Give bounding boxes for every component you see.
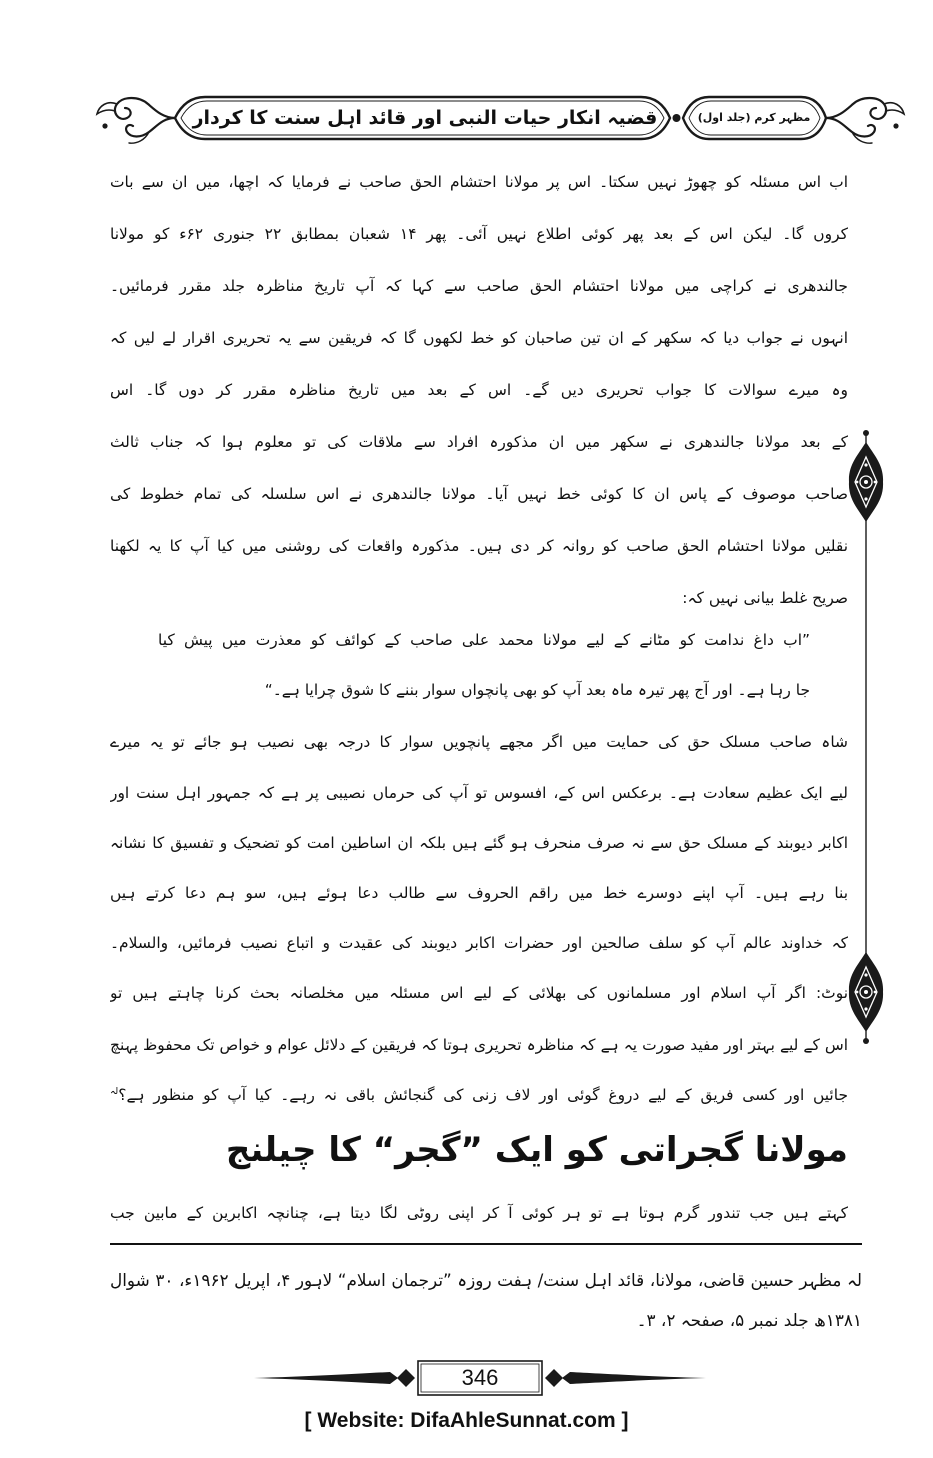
section-heading: مولانا گجراتی کو ایک ”گجر“ کا چیلنج xyxy=(225,1130,848,1170)
paragraph-1-line: صاحب موصوف کے پاس ان کا کوئی خط نہیں آیا۔ مولانا جالندھری نے اس سلسلہ کی تمام خطوط کی xyxy=(110,485,848,503)
paragraph-2-line: لیے ایک عظیم سعادت ہے۔ برعکس اس کے، افسوس تو آپ کی حرماں نصیبی پر ہے کہ جمہور اہل سنت اور xyxy=(110,784,848,802)
margin-ornament xyxy=(846,425,886,1045)
margin-medallion-top xyxy=(849,430,883,522)
paragraph-1-line: اب اس مسئلہ کو چھوڑ نہیں سکتا۔ اس پر مولانا احتشام الحق صاحب نے فرمایا کہ اچھا، میں ان سے بات xyxy=(110,173,848,191)
paragraph-1-line: جالندھری نے کراچی میں مولانا احتشام الحق صاحب سے کہا کہ آپ تاریخ مناظرہ جلد مقرر فرمائیں۔ xyxy=(110,277,848,295)
paragraph-1-line: کے بعد مولانا جالندھری نے سکھر میں ان مذکورہ افراد سے ملاقات کی تو معلوم ہوا کہ جناب ثالث xyxy=(110,433,848,451)
website-footer: [ Website: DifaAhleSunnat.com ] xyxy=(304,1409,629,1432)
cartouche-knot xyxy=(673,114,681,122)
paragraph-2-line: شاہ صاحب مسلک حق کی حمایت میں اگر مجھے پانچویں سوار کا درجہ بھی نصیب ہو جائے تو یہ میرے xyxy=(110,733,848,751)
footnote-line xyxy=(110,1260,862,1300)
paragraph-1-line: صریح غلط بیانی نہیں کہ: xyxy=(682,589,848,607)
page-number: 346 xyxy=(461,1365,499,1390)
volume-label: مظہر کرم (جلد اول) xyxy=(697,111,811,124)
right-scroll-ornament xyxy=(826,98,904,143)
footnote-marker: لہ xyxy=(847,1270,862,1290)
note-line: نوٹ: اگر آپ اسلام اور مسلمانوں کی بھلائی کے لیے اس مسئلہ میں مخلصانہ بحث کرنا چاہتے ہیں تو xyxy=(110,984,848,1002)
running-title: قضیہ انکار حیات النبی اور قائد اہل سنت کا کردار xyxy=(192,107,658,129)
note-line: اس کے لیے بہتر اور مفید صورت یہ ہے کہ مناظرہ تحریری ہوتا کہ فریقین کے دلائل عوام و خواص تک محفوظ پہنچ xyxy=(110,1036,848,1054)
quote-line: جا رہا ہے۔ اور آج پھر تیرہ ماہ بعد آپ کو بھی پانچواں سوار بننے کا شوق چرایا ہے۔“ xyxy=(264,681,810,699)
paragraph-2-line: کہ خداوند عالم آپ کو سلف صالحین اور حضرات اکابر دیوبند کی عقیدت و اتباع نصیب فرمائیں، والسلام۔ xyxy=(110,934,848,952)
left-scroll-ornament xyxy=(97,98,175,143)
paragraph-1-line: انہوں نے جواب دیا کہ سکھر کے ان تین صاحبان کو خط لکھوں گا کہ فریقین سے یہ تحریری اقرار لے لیں کہ xyxy=(110,329,848,347)
right-spindle xyxy=(545,1369,706,1387)
paragraph-2-line: بنا رہے ہیں۔ آپ اپنے دوسرے خط میں راقم الحروف سے طالب دعا ہوئے ہیں، سو ہم دعا کرتے ہیں xyxy=(110,884,848,902)
paragraph-1-line: نقلیں مولانا احتشام الحق صاحب کو روانہ کر دی ہیں۔ مذکورہ واقعات کی روشنی میں کیا آپ کا یہ لکھنا xyxy=(110,537,848,555)
margin-medallion-bottom xyxy=(849,952,883,1044)
paragraph-3-line: کہتے ہیں جب تندور گرم ہوتا ہے تو ہر کوئی آ کر اپنی روٹی لگا دیتا ہے، چنانچہ اکابرین کے مابین جب xyxy=(110,1204,848,1222)
quote-line: ”اب داغ ندامت کو مٹانے کے لیے مولانا محمد علی صاحب کے کوائف کو معذرت میں پیش کیا xyxy=(158,631,810,649)
note-line xyxy=(110,1070,848,1120)
paragraph-2-line: اکابر دیوبند کے مسلک حق سے نہ صرف منحرف ہو گئے ہیں بلکہ ان اساطین امت کو تضحیک و تفسیق کا نشانہ xyxy=(110,834,848,852)
footnote-separator xyxy=(110,1243,862,1245)
footnote-reference-marker: لہ xyxy=(110,1085,119,1097)
note-line-text: جائیں اور کسی فریق کے لیے دروغ گوئی اور لاف زنی کی گنجائش باقی نہ رہے۔ کیا آپ کو منظور ہے؟ xyxy=(118,1086,848,1104)
left-spindle xyxy=(254,1369,415,1387)
paragraph-1-line: کروں گا۔ لیکن اس کے بعد پھر کوئی اطلاع نہیں آئی۔ پھر ۱۴ شعبان بمطابق ۲۲ جنوری ۶۲ء کو مولانا xyxy=(110,225,848,243)
footnote-line: ۱۳۸۱ھ جلد نمبر ۵، صفحہ ۲، ۳۔ xyxy=(636,1310,862,1330)
paragraph-1-line: وہ میرے سوالات کا جواب تحریری دیں گے۔ اس کے بعد میں تاریخ مناظرہ مقرر کر دوں گا۔ اس xyxy=(110,381,848,399)
footnote-text: مظہر حسین قاضی، مولانا، قائد اہل سنت/ ہفت روزہ ”ترجمان اسلام“ لاہور ۴، اپریل ۱۹۶۲ء، ۳۰ شوال xyxy=(110,1270,842,1290)
